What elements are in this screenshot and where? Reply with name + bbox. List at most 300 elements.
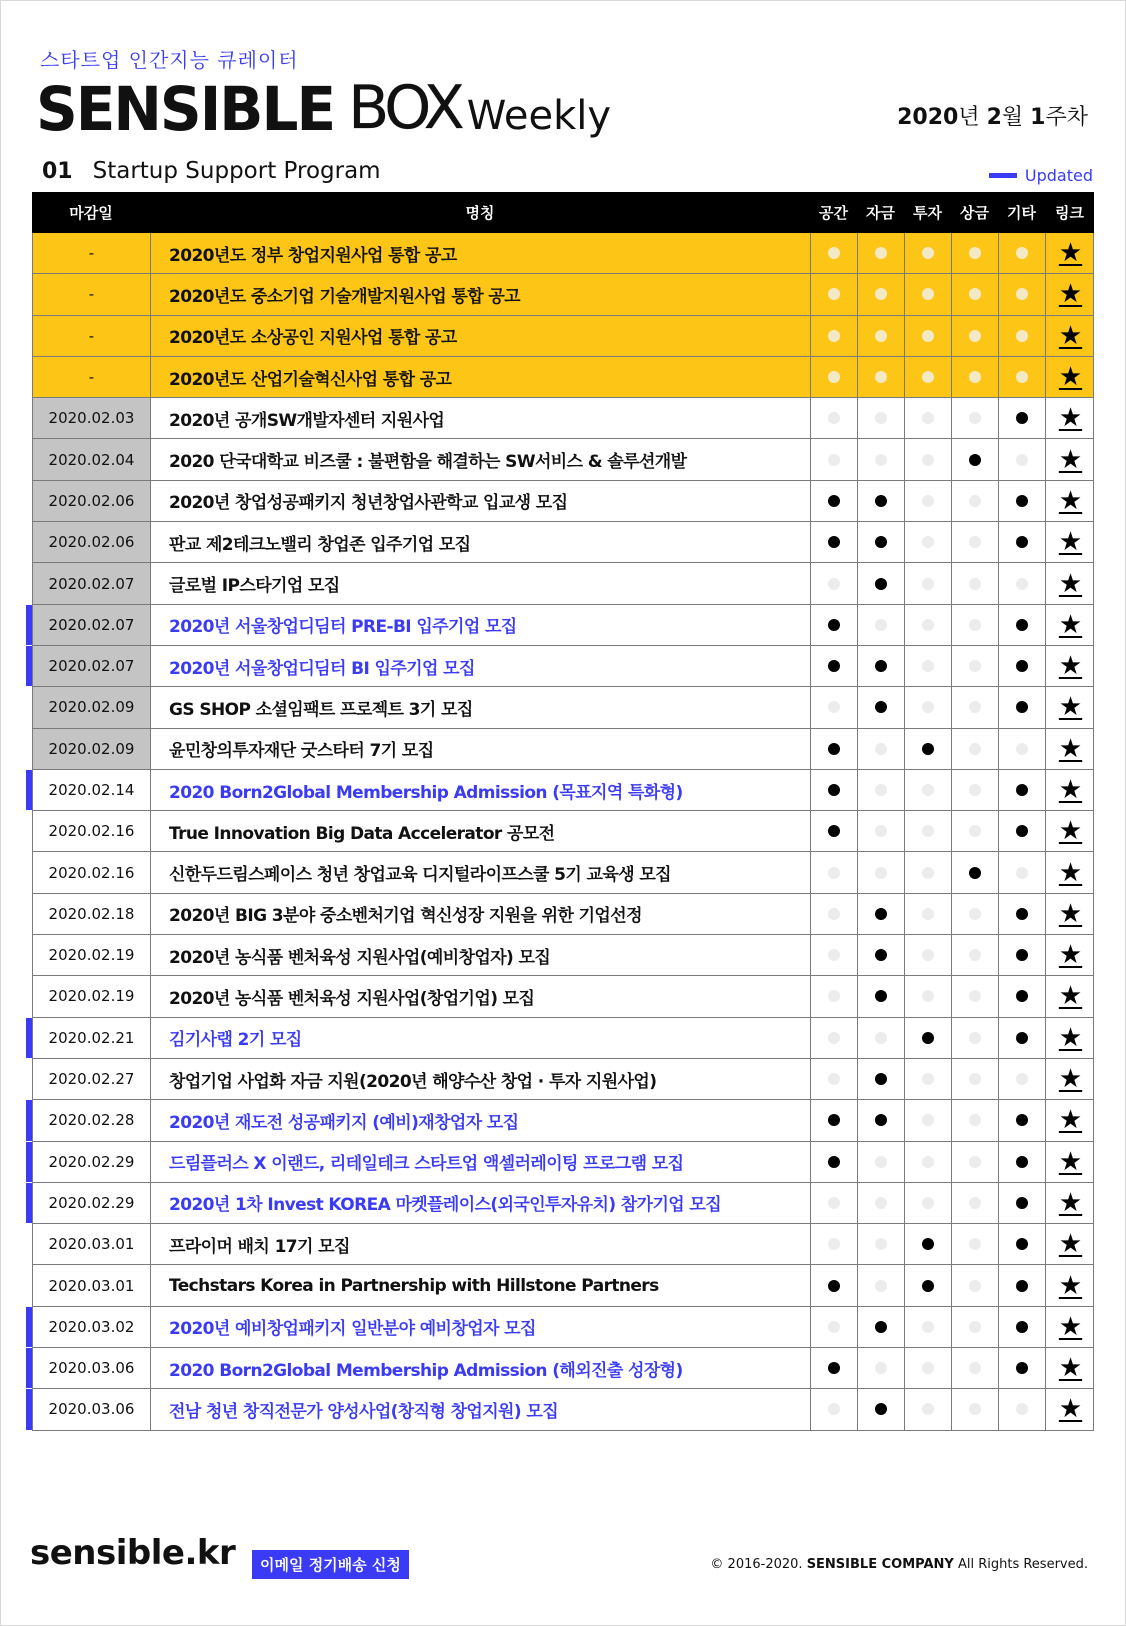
row-invest-cell [905,770,952,810]
star-link-icon[interactable]: ★ [1058,898,1083,929]
star-link-icon[interactable]: ★ [1058,1270,1083,1301]
row-space-cell [811,398,858,438]
row-fund-cell [858,1348,905,1388]
row-fund-cell [858,852,905,892]
empty-dot-icon [969,1114,981,1126]
empty-dot-icon [922,701,934,713]
row-link-cell [1046,522,1095,562]
empty-dot-icon [969,1362,981,1374]
row-program-name: 2020년도 중소기업 기술개발지원사업 통합 공고 [151,274,811,314]
star-link-icon[interactable]: ★ [1058,362,1083,393]
table-row [32,1348,1094,1389]
row-invest-cell [905,439,952,479]
row-program-name: 2020년 예비창업패키지 일반분야 예비창업자 모집 [151,1307,811,1347]
empty-dot-icon [969,619,981,631]
row-etc-cell [999,976,1046,1016]
row-link-cell [1046,1100,1095,1140]
table-row [32,1389,1094,1430]
row-program-name: 드림플러스 X 이랜드, 리테일테크 스타트업 액셀러레이팅 프로그램 모집 [151,1142,811,1182]
row-space-cell [811,1224,858,1264]
row-fund-cell [858,439,905,479]
table-row [32,563,1094,604]
filled-dot-icon [1016,619,1028,631]
empty-dot-icon [828,990,840,1002]
filled-dot-icon [922,1032,934,1044]
filled-dot-icon [969,454,981,466]
row-program-name: 2020년 농식품 벤처육성 지원사업(창업기업) 모집 [151,976,811,1016]
issue-label: 2020년 2월 1주차 [897,105,1088,130]
table-row [32,976,1094,1017]
filled-dot-icon [828,495,840,507]
brand-box: BOX [348,73,461,143]
row-etc-cell [999,522,1046,562]
table-row [32,852,1094,893]
row-program-name: 2020년 서울창업디딤터 PRE-BI 입주기업 모집 [151,605,811,645]
row-link-cell [1046,1348,1095,1388]
empty-dot-icon [875,1238,887,1250]
row-invest-cell [905,894,952,934]
empty-dot-icon [922,784,934,796]
star-link-icon[interactable]: ★ [1058,279,1083,310]
table-row [32,233,1094,274]
row-space-cell [811,770,858,810]
star-link-icon[interactable]: ★ [1058,1187,1083,1218]
empty-dot-icon [922,330,934,342]
row-etc-cell [999,357,1046,397]
row-link-cell [1046,852,1095,892]
empty-dot-icon [875,1280,887,1292]
row-fund-cell [858,1307,905,1347]
star-link-icon[interactable]: ★ [1058,238,1083,269]
empty-dot-icon [922,536,934,548]
empty-dot-icon [875,1156,887,1168]
filled-dot-icon [1016,1114,1028,1126]
row-fund-cell [858,811,905,851]
row-prize-cell [952,1142,999,1182]
empty-dot-icon [1016,454,1028,466]
filled-dot-icon [1016,1362,1028,1374]
header-space: 공간 [819,204,848,222]
star-link-icon[interactable]: ★ [1058,692,1083,723]
row-link-cell [1046,894,1095,934]
star-link-icon[interactable]: ★ [1058,651,1083,682]
empty-dot-icon [828,867,840,879]
star-link-icon[interactable]: ★ [1058,444,1083,475]
empty-dot-icon [828,578,840,590]
empty-dot-icon [922,412,934,424]
row-space-cell [811,1183,858,1223]
row-etc-cell [999,1307,1046,1347]
row-program-name: 신한두드림스페이스 청년 창업교육 디지털라이프스쿨 5기 교육생 모집 [151,852,811,892]
table-row [32,770,1094,811]
star-link-icon[interactable]: ★ [1058,775,1083,805]
row-deadline: - [33,274,151,314]
row-space-cell [811,316,858,356]
row-invest-cell [905,274,952,314]
table-row [32,1100,1094,1141]
filled-dot-icon [828,660,840,672]
row-program-name: 2020년 공개SW개발자센터 지원사업 [151,398,811,438]
empty-dot-icon [969,1280,981,1292]
filled-dot-icon [828,1362,840,1374]
empty-dot-icon [969,743,981,755]
empty-dot-icon [828,1197,840,1209]
empty-dot-icon [922,1156,934,1168]
table-row [32,1224,1094,1265]
row-invest-cell [905,1224,952,1264]
row-program-name: 2020년 1차 Invest KOREA 마켓플레이스(외국인투자유치) 참가기업 모집 [151,1183,811,1223]
empty-dot-icon [875,825,887,837]
empty-dot-icon [969,784,981,796]
table-row [32,646,1094,687]
empty-dot-icon [875,619,887,631]
row-program-name: 2020 Born2Global Membership Admission (해외진출 성장형) [151,1348,811,1388]
filled-dot-icon [828,743,840,755]
row-etc-cell [999,1018,1046,1058]
row-etc-cell [999,1265,1046,1305]
empty-dot-icon [922,495,934,507]
empty-dot-icon [922,371,934,383]
filled-dot-icon [1016,990,1028,1002]
row-program-name: 판교 제2테크노밸리 창업존 입주기업 모집 [151,522,811,562]
row-prize-cell [952,605,999,645]
star-link-icon[interactable]: ★ [1058,857,1083,888]
tagline: 스타트업 인간지능 큐레이터 [40,48,299,72]
row-prize-cell [952,852,999,892]
row-prize-cell [952,398,999,438]
row-deadline: 2020.03.06 [33,1389,151,1429]
row-invest-cell [905,729,952,769]
row-deadline: 2020.02.16 [33,852,151,892]
filled-dot-icon [1016,1280,1028,1292]
filled-dot-icon [875,578,887,590]
row-deadline: 2020.02.07 [33,563,151,603]
empty-dot-icon [1016,867,1028,879]
row-etc-cell [999,1389,1046,1429]
filled-dot-icon [875,949,887,961]
filled-dot-icon [875,1073,887,1085]
row-deadline: 2020.02.19 [33,935,151,975]
row-deadline: 2020.02.29 [33,1183,151,1223]
brand-logo [36,68,612,145]
row-etc-cell [999,1100,1046,1140]
empty-dot-icon [875,1032,887,1044]
row-invest-cell [905,1100,952,1140]
row-program-name: 글로벌 IP스타기업 모집 [151,563,811,603]
row-prize-cell [952,976,999,1016]
row-fund-cell [858,770,905,810]
row-etc-cell [999,481,1046,521]
empty-dot-icon [969,825,981,837]
row-etc-cell [999,605,1046,645]
filled-dot-icon [1016,495,1028,507]
star-link-icon[interactable]: ★ [1058,485,1083,516]
row-invest-cell [905,316,952,356]
table-row [32,729,1094,770]
row-space-cell [811,1100,858,1140]
row-space-cell [811,1059,858,1099]
row-space-cell [811,1389,858,1429]
brand-weekly: Weekly [466,93,612,139]
filled-dot-icon [875,701,887,713]
row-fund-cell [858,233,905,273]
star-link-icon[interactable]: ★ [1058,1022,1083,1053]
header-etc: 기타 [1007,204,1036,222]
row-fund-cell [858,894,905,934]
empty-dot-icon [969,1073,981,1085]
empty-dot-icon [969,1321,981,1333]
header-deadline: 마감일 [69,204,113,222]
row-etc-cell [999,439,1046,479]
empty-dot-icon [922,949,934,961]
row-space-cell [811,481,858,521]
row-deadline: - [33,316,151,356]
row-fund-cell [858,729,905,769]
star-link-icon[interactable]: ★ [1058,609,1083,640]
row-link-cell [1046,646,1095,686]
row-prize-cell [952,1307,999,1347]
empty-dot-icon [969,1156,981,1168]
empty-dot-icon [969,371,981,383]
row-prize-cell [952,1348,999,1388]
table-row [32,687,1094,728]
filled-dot-icon [1016,1238,1028,1250]
row-deadline: 2020.02.28 [33,1100,151,1140]
row-program-name: 2020년 창업성공패키지 청년창업사관학교 입교생 모집 [151,481,811,521]
row-program-name: 창업기업 사업화 자금 지원(2020년 해양수산 창업 · 투자 지원사업) [151,1059,811,1099]
row-deadline: - [33,357,151,397]
filled-dot-icon [1016,949,1028,961]
filled-dot-icon [828,825,840,837]
empty-dot-icon [875,1362,887,1374]
row-invest-cell [905,1142,952,1182]
table-row [32,481,1094,522]
row-link-cell [1046,274,1095,314]
row-deadline: 2020.02.09 [33,687,151,727]
filled-dot-icon [922,1280,934,1292]
row-invest-cell [905,811,952,851]
row-link-cell [1046,1142,1095,1182]
row-invest-cell [905,976,952,1016]
row-deadline: 2020.02.04 [33,439,151,479]
row-space-cell [811,852,858,892]
row-invest-cell [905,1307,952,1347]
empty-dot-icon [922,1321,934,1333]
row-fund-cell [858,563,905,603]
row-link-cell [1046,729,1095,769]
row-prize-cell [952,1100,999,1140]
row-etc-cell [999,935,1046,975]
row-link-cell [1046,398,1095,438]
empty-dot-icon [875,743,887,755]
table-row [32,894,1094,935]
row-prize-cell [952,1059,999,1099]
empty-dot-icon [969,1403,981,1415]
empty-dot-icon [828,454,840,466]
row-deadline: 2020.02.07 [33,605,151,645]
row-fund-cell [858,481,905,521]
table-header [32,192,1094,233]
row-etc-cell [999,687,1046,727]
row-deadline: 2020.02.18 [33,894,151,934]
star-link-icon[interactable]: ★ [1058,1105,1083,1136]
filled-dot-icon [875,1321,887,1333]
empty-dot-icon [875,867,887,879]
row-invest-cell [905,646,952,686]
filled-dot-icon [922,1238,934,1250]
row-fund-cell [858,274,905,314]
table-row [32,1059,1094,1100]
row-link-cell [1046,1183,1095,1223]
empty-dot-icon [969,247,981,259]
filled-dot-icon [828,1280,840,1292]
row-invest-cell [905,605,952,645]
star-link-icon[interactable]: ★ [1058,568,1083,599]
star-link-icon[interactable]: ★ [1058,1229,1083,1260]
row-fund-cell [858,1142,905,1182]
star-link-icon[interactable]: ★ [1058,1311,1083,1342]
row-invest-cell [905,522,952,562]
empty-dot-icon [969,990,981,1002]
row-deadline: 2020.03.01 [33,1224,151,1264]
filled-dot-icon [1016,660,1028,672]
row-prize-cell [952,811,999,851]
star-link-icon[interactable]: ★ [1058,1146,1083,1177]
updated-legend [989,166,1093,185]
star-link-icon[interactable]: ★ [1058,1064,1083,1095]
header-link: 링크 [1055,204,1084,222]
row-link-cell [1046,1059,1095,1099]
table-row [32,935,1094,976]
filled-dot-icon [828,784,840,796]
filled-dot-icon [1016,1156,1028,1168]
empty-dot-icon [1016,578,1028,590]
row-link-cell [1046,770,1095,810]
empty-dot-icon [969,412,981,424]
section-number: 01 [42,159,73,184]
row-space-cell [811,605,858,645]
star-link-icon[interactable]: ★ [1058,816,1083,847]
row-program-name: 김기사랩 2기 모집 [151,1018,811,1058]
row-link-cell [1046,1224,1095,1264]
row-program-name: 2020년 BIG 3분야 중소벤처기업 혁신성장 지원을 위한 기업선정 [151,894,811,934]
row-program-name: 2020년도 산업기술혁신사업 통합 공고 [151,357,811,397]
star-link-icon[interactable]: ★ [1058,981,1083,1012]
row-etc-cell [999,646,1046,686]
star-link-icon[interactable]: ★ [1058,527,1083,558]
row-fund-cell [858,357,905,397]
row-deadline: 2020.02.27 [33,1059,151,1099]
row-prize-cell [952,1224,999,1264]
empty-dot-icon [828,1321,840,1333]
row-link-cell [1046,1265,1095,1305]
star-link-icon[interactable]: ★ [1058,940,1083,971]
row-invest-cell [905,1018,952,1058]
filled-dot-icon [1016,1321,1028,1333]
row-etc-cell [999,1224,1046,1264]
filled-dot-icon [1016,825,1028,837]
empty-dot-icon [922,247,934,259]
row-fund-cell [858,1018,905,1058]
row-invest-cell [905,1265,952,1305]
empty-dot-icon [969,1238,981,1250]
star-link-icon[interactable]: ★ [1058,320,1083,351]
row-prize-cell [952,522,999,562]
empty-dot-icon [828,247,840,259]
header-invest: 투자 [913,204,942,222]
subscribe-button[interactable]: 이메일 정기배송 신청 [252,1550,409,1579]
row-invest-cell [905,1059,952,1099]
empty-dot-icon [1016,1073,1028,1085]
section-heading [42,158,381,184]
row-fund-cell [858,1059,905,1099]
empty-dot-icon [828,1403,840,1415]
row-deadline: 2020.02.29 [33,1142,151,1182]
filled-dot-icon [922,743,934,755]
star-link-icon[interactable]: ★ [1058,1353,1083,1384]
table-row [32,1018,1094,1059]
row-fund-cell [858,687,905,727]
empty-dot-icon [922,990,934,1002]
section-title: Startup Support Program [92,158,381,184]
row-invest-cell [905,687,952,727]
row-invest-cell [905,1183,952,1223]
row-deadline: - [33,233,151,273]
row-fund-cell [858,976,905,1016]
empty-dot-icon [828,412,840,424]
table-row [32,316,1094,357]
table-row [32,605,1094,646]
table-row [32,1142,1094,1183]
row-fund-cell [858,605,905,645]
row-prize-cell [952,316,999,356]
star-link-icon[interactable]: ★ [1058,403,1083,434]
row-fund-cell [858,316,905,356]
row-fund-cell [858,1265,905,1305]
empty-dot-icon [1016,743,1028,755]
header-prize: 상금 [960,204,989,222]
empty-dot-icon [969,701,981,713]
row-invest-cell [905,357,952,397]
empty-dot-icon [969,578,981,590]
table-row [32,811,1094,852]
row-program-name: 윤민창의투자재단 굿스타터 7기 모집 [151,729,811,769]
row-etc-cell [999,1348,1046,1388]
empty-dot-icon [969,908,981,920]
row-program-name: GS SHOP 소셜임팩트 프로젝트 3기 모집 [151,687,811,727]
filled-dot-icon [875,990,887,1002]
empty-dot-icon [875,247,887,259]
filled-dot-icon [1016,701,1028,713]
table-row [32,522,1094,563]
filled-dot-icon [1016,536,1028,548]
filled-dot-icon [828,536,840,548]
empty-dot-icon [828,1238,840,1250]
empty-dot-icon [828,288,840,300]
star-link-icon[interactable]: ★ [1058,733,1083,764]
filled-dot-icon [875,1403,887,1415]
empty-dot-icon [922,578,934,590]
row-prize-cell [952,687,999,727]
footer-logo[interactable]: sensible.kr [30,1533,236,1573]
empty-dot-icon [828,1073,840,1085]
row-prize-cell [952,1018,999,1058]
table-row [32,274,1094,315]
row-etc-cell [999,770,1046,810]
row-link-cell [1046,605,1095,645]
row-space-cell [811,1348,858,1388]
star-link-icon[interactable]: ★ [1058,1394,1083,1425]
